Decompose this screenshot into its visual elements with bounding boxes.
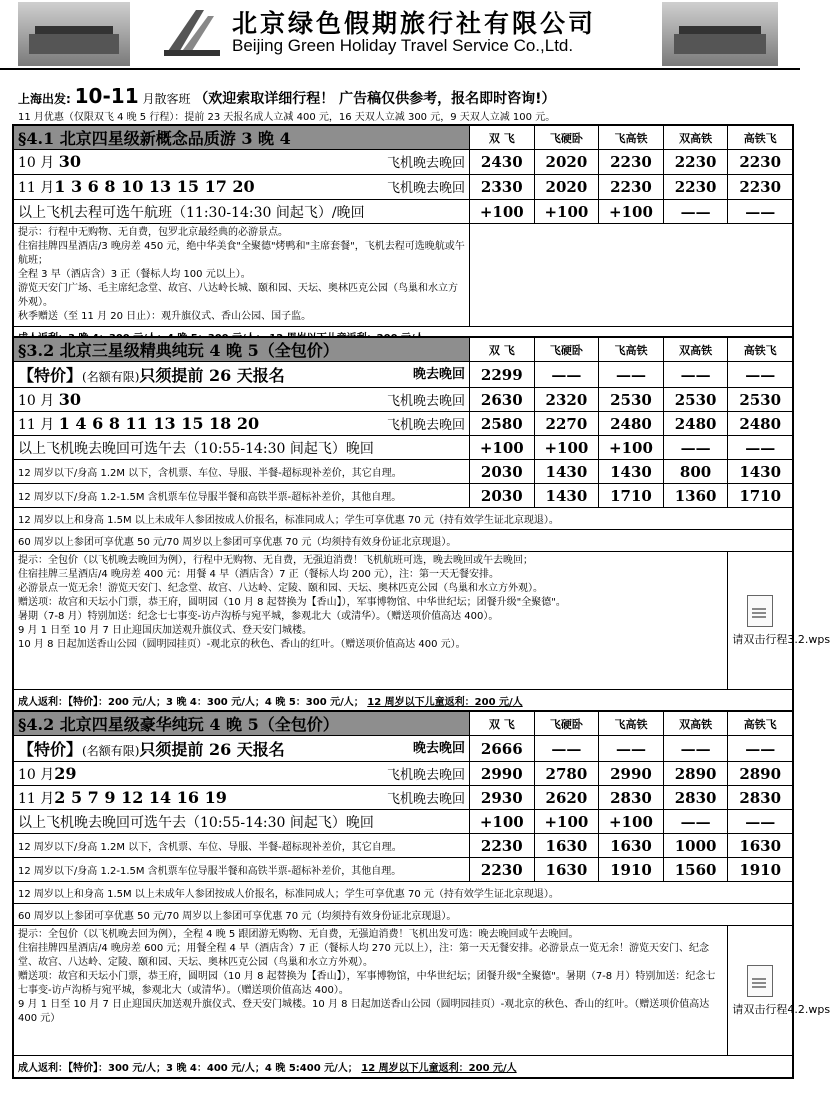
price-cell: 2230 bbox=[663, 175, 728, 200]
price-cell: 2030 bbox=[470, 484, 535, 508]
price-cell: 2030 bbox=[470, 460, 535, 484]
month-label: 10 月 bbox=[18, 766, 55, 783]
price-cell: —— bbox=[534, 736, 599, 762]
package-title: §4.1 北京四星级新概念品质游 3 晚 4 bbox=[14, 126, 470, 150]
price-cell: 1630 bbox=[728, 834, 793, 858]
flight-note: 飞机晚去晚回 bbox=[386, 417, 465, 433]
price-cell: 1910 bbox=[599, 858, 664, 882]
package-3-2 bbox=[12, 336, 830, 713]
flight-note: 晚去晚回 bbox=[412, 741, 465, 756]
depart-suffix: 月散客班 bbox=[142, 92, 191, 106]
price-cell: —— bbox=[663, 736, 728, 762]
blank-area bbox=[470, 224, 793, 327]
price-cell: 1910 bbox=[728, 858, 793, 882]
promo-line: 11 月优惠（仅限双飞 4 晚 5 行程）：提前 23 天报名成人立减 400 元，16 天双人立减 300 元，9 天双人立减 100 元。 bbox=[18, 112, 556, 123]
price-cell: 1000 bbox=[663, 834, 728, 858]
price-cell: —— bbox=[663, 200, 728, 224]
slogan: （欢迎索取详细行程！ 广告稿仅供参考，报名即时咨询!） bbox=[194, 91, 556, 107]
price-cell: 2930 bbox=[470, 786, 535, 810]
child-label: 12 周岁以下/身高 1.2-1.5M 含机票车位导服半餐和高铁半票-超标补差价，其他自理。 bbox=[14, 858, 470, 882]
price-cell: —— bbox=[663, 436, 728, 460]
price-cell: 2320 bbox=[534, 388, 599, 412]
special-text: 只须提前 26 天报名 bbox=[139, 740, 285, 759]
table-row bbox=[14, 200, 793, 224]
price-cell: 2480 bbox=[599, 412, 664, 436]
depart-months: 10-11 bbox=[74, 84, 139, 108]
price-cell: 2666 bbox=[470, 736, 535, 762]
price-cell: —— bbox=[599, 362, 664, 388]
price-cell: +100 bbox=[470, 810, 535, 834]
special-text: 只须提前 26 天报名 bbox=[139, 366, 285, 385]
price-cell: 2530 bbox=[728, 388, 793, 412]
price-cell: 1710 bbox=[599, 484, 664, 508]
price-cell: 1360 bbox=[663, 484, 728, 508]
price-cell: 2890 bbox=[663, 762, 728, 786]
price-cell: —— bbox=[534, 362, 599, 388]
month-label: 11 月 bbox=[18, 416, 59, 433]
price-cell: 2230 bbox=[728, 175, 793, 200]
package-4-1 bbox=[12, 124, 794, 348]
price-cell: +100 bbox=[470, 200, 535, 224]
col-header: 双高铁 bbox=[663, 126, 728, 150]
note-line: 12 周岁以上和身高 1.5M 以上未成年人参团按成人价报名，标准同成人；学生可享优惠 70 元（持有效学生证北京现退）。 bbox=[14, 508, 793, 530]
price-cell: 1430 bbox=[728, 460, 793, 484]
special-row bbox=[14, 736, 793, 762]
month-label: 11 月 bbox=[18, 790, 55, 807]
price-cell: +100 bbox=[534, 810, 599, 834]
price-cell: 2430 bbox=[470, 150, 535, 175]
price-cell: +100 bbox=[599, 436, 664, 460]
flight-note: 飞机晚去晚回 bbox=[386, 393, 465, 409]
itinerary-attachment[interactable] bbox=[728, 552, 830, 690]
child-price-row bbox=[14, 460, 793, 484]
company-name-cn: 北京绿色假期旅行社有限公司 bbox=[232, 9, 597, 38]
price-cell: 2020 bbox=[534, 150, 599, 175]
price-cell: 2230 bbox=[728, 150, 793, 175]
price-cell: 1630 bbox=[534, 858, 599, 882]
wps-file-icon[interactable] bbox=[747, 965, 773, 997]
col-header: 高铁飞 bbox=[728, 126, 793, 150]
price-cell: —— bbox=[663, 362, 728, 388]
child-price-row bbox=[14, 858, 793, 882]
price-cell: —— bbox=[599, 736, 664, 762]
price-cell: 1630 bbox=[534, 834, 599, 858]
tiananmen-photo bbox=[662, 2, 778, 66]
price-cell: 2270 bbox=[534, 412, 599, 436]
price-cell: 2830 bbox=[599, 786, 664, 810]
package-4-2 bbox=[12, 710, 830, 1079]
table-row bbox=[14, 762, 793, 786]
price-cell: 2230 bbox=[663, 150, 728, 175]
flight-note: 飞机晚去晚回 bbox=[386, 791, 465, 807]
table-row bbox=[14, 810, 793, 834]
price-cell: 2299 bbox=[470, 362, 535, 388]
price-cell: —— bbox=[728, 736, 793, 762]
option-note: 以上飞机晚去晚回可选午去（10:55-14:30 间起飞）晚回 bbox=[18, 440, 374, 457]
date-list: 1 3 6 8 10 13 15 17 20 bbox=[54, 177, 255, 196]
price-cell: +100 bbox=[599, 200, 664, 224]
col-header: 飞高铁 bbox=[599, 126, 664, 150]
company-logo-icon bbox=[160, 6, 222, 58]
table-row bbox=[14, 786, 793, 810]
price-cell: 2530 bbox=[599, 388, 664, 412]
col-header: 飞高铁 bbox=[599, 712, 664, 736]
attachment-label[interactable]: 请双击行程3.2.wps bbox=[732, 632, 830, 646]
table-row bbox=[14, 436, 793, 460]
col-header: 双高铁 bbox=[663, 712, 728, 736]
departure-line bbox=[18, 84, 556, 108]
price-cell: 1430 bbox=[534, 460, 599, 484]
price-cell: 2230 bbox=[470, 858, 535, 882]
price-cell: 2230 bbox=[599, 150, 664, 175]
price-cell: 2580 bbox=[470, 412, 535, 436]
attachment-label[interactable]: 请双击行程4.2.wps bbox=[732, 1002, 830, 1016]
note-line: 60 周岁以上参团可享优惠 50 元/70 周岁以上参团可享优惠 70 元（均须持有效身份证北京现退）。 bbox=[14, 904, 793, 926]
table-row bbox=[14, 175, 793, 200]
price-cell: 2990 bbox=[599, 762, 664, 786]
price-cell: 2230 bbox=[599, 175, 664, 200]
child-label: 12 周岁以下/身高 1.2-1.5M 含机票车位导服半餐和高铁半票-超标补差价，其他自理。 bbox=[14, 484, 470, 508]
flight-note: 晚去晚回 bbox=[412, 367, 465, 382]
flight-note: 飞机晚去晚回 bbox=[386, 156, 465, 171]
price-cell: +100 bbox=[470, 436, 535, 460]
month-label: 10 月 bbox=[18, 155, 59, 171]
price-cell: 2630 bbox=[470, 388, 535, 412]
price-cell: +100 bbox=[534, 200, 599, 224]
flight-note: 飞机晚去晚回 bbox=[386, 181, 465, 196]
table-row bbox=[14, 412, 793, 436]
special-tag: 【特价】 bbox=[18, 740, 83, 759]
price-cell: 2480 bbox=[728, 412, 793, 436]
price-cell: —— bbox=[728, 436, 793, 460]
col-header: 飞硬卧 bbox=[534, 338, 599, 362]
price-cell: 2990 bbox=[470, 762, 535, 786]
price-cell: 2480 bbox=[663, 412, 728, 436]
itinerary-attachment[interactable] bbox=[728, 926, 830, 1056]
price-cell: 1630 bbox=[599, 834, 664, 858]
col-header: 双高铁 bbox=[663, 338, 728, 362]
price-cell: 1710 bbox=[728, 484, 793, 508]
date-list: 2 5 7 9 12 14 16 19 bbox=[54, 787, 227, 807]
date-list: 30 bbox=[58, 389, 81, 409]
table-row bbox=[14, 150, 793, 175]
price-cell: 2890 bbox=[728, 762, 793, 786]
special-tag: 【特价】 bbox=[18, 366, 83, 385]
package-tips: 提示：全包价（以飞机晚去晚回为例），行程中无购物、无自费，无强迫消费！飞机航班可选，晚去晚回或午去晚回； 住宿挂牌三星酒店/4 晚房差 400 元：用餐 4 早（酒店含）7 正（餐标人均 200 元），注：第一天无餐安排。 必游景点一览无余！游览天安门、纪念堂、故宫、八达岭、定陵、颐和园、天坛、奥林匹克公园（鸟巢和水立方外观）。 赠送项：故宫和天坛小门票，恭王府，圆明园（10 月 8 起替换为【香山】），军事博物馆、中华世纪坛；团餐升级"全聚德"。 暑期（7-8 月）特别加送：纪念七七事变-访卢沟桥与宛平城，参观北大（或清华）。（赠送项价值高达 400）。 9 月 1 日至 10 月 7 日止迎国庆加送观升旗仪式、登天安门城楼。 10 月 8 日起加送香山公园（圆明园挂页）-观北京的秋色、香山的红叶。（赠送项价值高达 400 元）。 bbox=[14, 552, 728, 690]
price-cell: 2830 bbox=[663, 786, 728, 810]
rebate-line: 成人返利：【特价】：200 元/人；3 晚 4：300 元/人；4 晚 5：300 元/人； 12 周岁以下儿童返利：200 元/人 bbox=[14, 690, 793, 712]
col-header: 双 飞 bbox=[470, 126, 535, 150]
price-cell: —— bbox=[728, 362, 793, 388]
price-cell: —— bbox=[728, 200, 793, 224]
price-cell: 2020 bbox=[534, 175, 599, 200]
price-cell: —— bbox=[663, 810, 728, 834]
price-cell: 800 bbox=[663, 460, 728, 484]
wps-file-icon[interactable] bbox=[747, 595, 773, 627]
special-limit: (名额有限) bbox=[82, 744, 140, 758]
special-limit: (名额有限) bbox=[82, 370, 140, 384]
price-cell: 1560 bbox=[663, 858, 728, 882]
date-list: 30 bbox=[58, 152, 81, 171]
forbidden-city-photo bbox=[18, 2, 130, 66]
price-cell: +100 bbox=[599, 810, 664, 834]
price-cell: +100 bbox=[534, 436, 599, 460]
col-header: 高铁飞 bbox=[728, 338, 793, 362]
price-cell: —— bbox=[728, 810, 793, 834]
option-note: 以上飞机晚去晚回可选午去（10:55-14:30 间起飞）晚回 bbox=[18, 814, 374, 831]
note-line: 60 周岁以上参团可享优惠 50 元/70 周岁以上参团可享优惠 70 元（均须持有效身份证北京现退）。 bbox=[14, 530, 793, 552]
col-header: 双 飞 bbox=[470, 338, 535, 362]
flight-note: 飞机晚去晚回 bbox=[386, 767, 465, 783]
col-header: 飞硬卧 bbox=[534, 126, 599, 150]
package-title: §3.2 北京三星级精典纯玩 4 晚 5（全包价） bbox=[14, 338, 470, 362]
col-header: 飞硬卧 bbox=[534, 712, 599, 736]
col-header: 飞高铁 bbox=[599, 338, 664, 362]
package-title: §4.2 北京四星级豪华纯玩 4 晚 5（全包价） bbox=[14, 712, 470, 736]
price-cell: 2780 bbox=[534, 762, 599, 786]
price-cell: 2530 bbox=[663, 388, 728, 412]
price-cell: 2830 bbox=[728, 786, 793, 810]
child-label: 12 周岁以下/身高 1.2M 以下，含机票、车位、导服、半餐-超标现补差价，其它自理。 bbox=[14, 834, 470, 858]
rebate-line: 成人返利：【特价】：300 元/人；3 晚 4：400 元/人；4 晚 5:400 元/人； 12 周岁以下儿童返利：200 元/人 bbox=[14, 1056, 793, 1078]
month-label: 11 月 bbox=[18, 180, 55, 196]
company-name-en: Beijing Green Holiday Travel Service Co.,Ltd. bbox=[232, 36, 574, 55]
note-line: 12 周岁以上和身高 1.5M 以上未成年人参团按成人价报名，标准同成人；学生可享优惠 70 元（持有效学生证北京现退）。 bbox=[14, 882, 793, 904]
month-label: 10 月 bbox=[18, 392, 59, 409]
price-cell: 2620 bbox=[534, 786, 599, 810]
col-header: 双 飞 bbox=[470, 712, 535, 736]
col-header: 高铁飞 bbox=[728, 712, 793, 736]
page-header bbox=[0, 0, 800, 70]
price-cell: 2230 bbox=[470, 834, 535, 858]
price-cell: 2330 bbox=[470, 175, 535, 200]
child-label: 12 周岁以下/身高 1.2M 以下，含机票、车位、导服、半餐-超标现补差价，其它自理。 bbox=[14, 460, 470, 484]
package-tips: 提示：全包价（以飞机晚去回为例），全程 4 晚 5 跟团游无购物、无自费，无强迫消费！飞机出发可选：晚去晚回或午去晚回。 住宿挂牌四星酒店/4 晚房差 600 元；用餐全程 4 早（酒店含）7 正（餐标人均 270 元以上），注：第一天无餐安排。必游景点一览无余！游览天安门、纪念堂、故宫、八达岭、定陵、颐和园、天坛、奥林匹克公园（鸟巢和水立方外观）。 赠送项：故宫和天坛小门票，恭王府，圆明园（10 月 8 起替换为【香山】），军事博物馆，中华世纪坛；团餐升级"全聚德"。暑期（7-8 月）特别加送：纪念七七事变-访卢沟桥与宛平城，参观北大（或清华）。（赠送项价值高达 400）。 9 月 1 日至 10 月 7 日止迎国庆加送观升旗仪式、登天安门城楼。10 月 8 日起加送香山公园（圆明园挂页）-观北京的秋色、香山的红叶。（赠送项价值高达 400 元） bbox=[14, 926, 728, 1056]
price-cell: 1430 bbox=[599, 460, 664, 484]
child-price-row bbox=[14, 484, 793, 508]
special-row bbox=[14, 362, 793, 388]
option-note: 以上飞机去程可选午航班（11:30-14:30 间起飞）/晚回 bbox=[18, 204, 365, 221]
depart-label: 上海出发: bbox=[18, 92, 71, 106]
date-list: 29 bbox=[54, 763, 77, 783]
child-price-row bbox=[14, 834, 793, 858]
price-cell: 1430 bbox=[534, 484, 599, 508]
date-list: 1 4 6 8 11 13 15 18 20 bbox=[58, 413, 260, 433]
table-row bbox=[14, 388, 793, 412]
package-tips: 提示：行程中无购物、无自费，包罗北京最经典的必游景点。 住宿挂牌四星酒店/3 晚房差 450 元，绝中华美食"全聚德"烤鸭和"主席套餐"，飞机去程可选晚航或午航班； 全程 3 早（酒店含）3 正（餐标人均 100 元以上）。 游览天安门广场、毛主席纪念堂、故宫、八达岭长城、颐和园、天坛、奥林匹克公园（鸟巢和水立方外观）。 秋季赠送（至 11 月 20 日止）：观升旗仪式、香山公园、国子监。 bbox=[14, 224, 470, 327]
